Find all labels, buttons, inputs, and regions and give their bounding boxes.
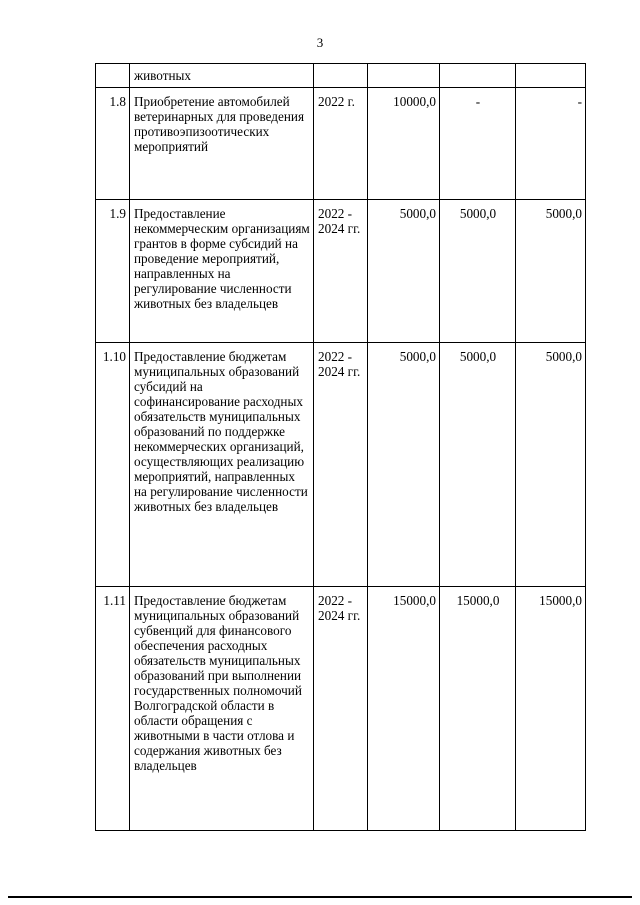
term-cell: 2022 - 2024 гг. xyxy=(314,343,368,587)
amount-year2-cell xyxy=(440,64,516,88)
row-number-cell: 1.8 xyxy=(96,88,130,200)
table-row xyxy=(96,587,586,831)
amount-year1-cell: 5000,0 xyxy=(368,200,440,343)
footer-divider xyxy=(8,896,632,898)
term-cell: 2022 - 2024 гг. xyxy=(314,200,368,343)
amount-year1-cell: 15000,0 xyxy=(368,587,440,831)
term-cell: 2022 - 2024 гг. xyxy=(314,587,368,831)
amount-year1-cell: 5000,0 xyxy=(368,343,440,587)
amount-year3-cell: 15000,0 xyxy=(516,587,586,831)
table-row xyxy=(96,64,586,88)
measure-name-cell: животных xyxy=(130,64,314,88)
measure-name-cell: Приобретение автомобилей ветеринарных для проведения противоэпизоотических мероприятий xyxy=(130,88,314,200)
row-number-cell xyxy=(96,64,130,88)
row-number-cell: 1.11 xyxy=(96,587,130,831)
table-row xyxy=(96,200,586,343)
amount-year2-cell: 5000,0 xyxy=(440,343,516,587)
program-measures-table xyxy=(95,63,586,831)
amount-year2-cell: 15000,0 xyxy=(440,587,516,831)
amount-year1-cell xyxy=(368,64,440,88)
row-number-cell: 1.10 xyxy=(96,343,130,587)
measure-name-cell: Предоставление бюджетам муниципальных образований субсидий на софинансирование расходных обязательств муниципальных образований по поддержке некоммерческих организаций, осуществляющих реализацию мероприятий, направленных на регулирование численности животных без владельцев xyxy=(130,343,314,587)
measure-name-cell: Предоставление некоммерческим организациям грантов в форме субсидий на проведение мероприятий, направленных на регулирование численности животных без владельцев xyxy=(130,200,314,343)
term-cell xyxy=(314,64,368,88)
table-row xyxy=(96,343,586,587)
amount-year2-cell: - xyxy=(440,88,516,200)
measure-name-cell: Предоставление бюджетам муниципальных образований субвенций для финансового обеспечения расходных обязательств муниципальных образований при выполнении государственных полномочий Волгоградской области в области обращения с животными в части отлова и содержания животных без владельцев xyxy=(130,587,314,831)
amount-year3-cell xyxy=(516,64,586,88)
amount-year2-cell: 5000,0 xyxy=(440,200,516,343)
amount-year3-cell: 5000,0 xyxy=(516,200,586,343)
amount-year1-cell: 10000,0 xyxy=(368,88,440,200)
row-number-cell: 1.9 xyxy=(96,200,130,343)
amount-year3-cell: - xyxy=(516,88,586,200)
amount-year3-cell: 5000,0 xyxy=(516,343,586,587)
term-cell: 2022 г. xyxy=(314,88,368,200)
table-row xyxy=(96,88,586,200)
page-number: 3 xyxy=(316,35,324,50)
